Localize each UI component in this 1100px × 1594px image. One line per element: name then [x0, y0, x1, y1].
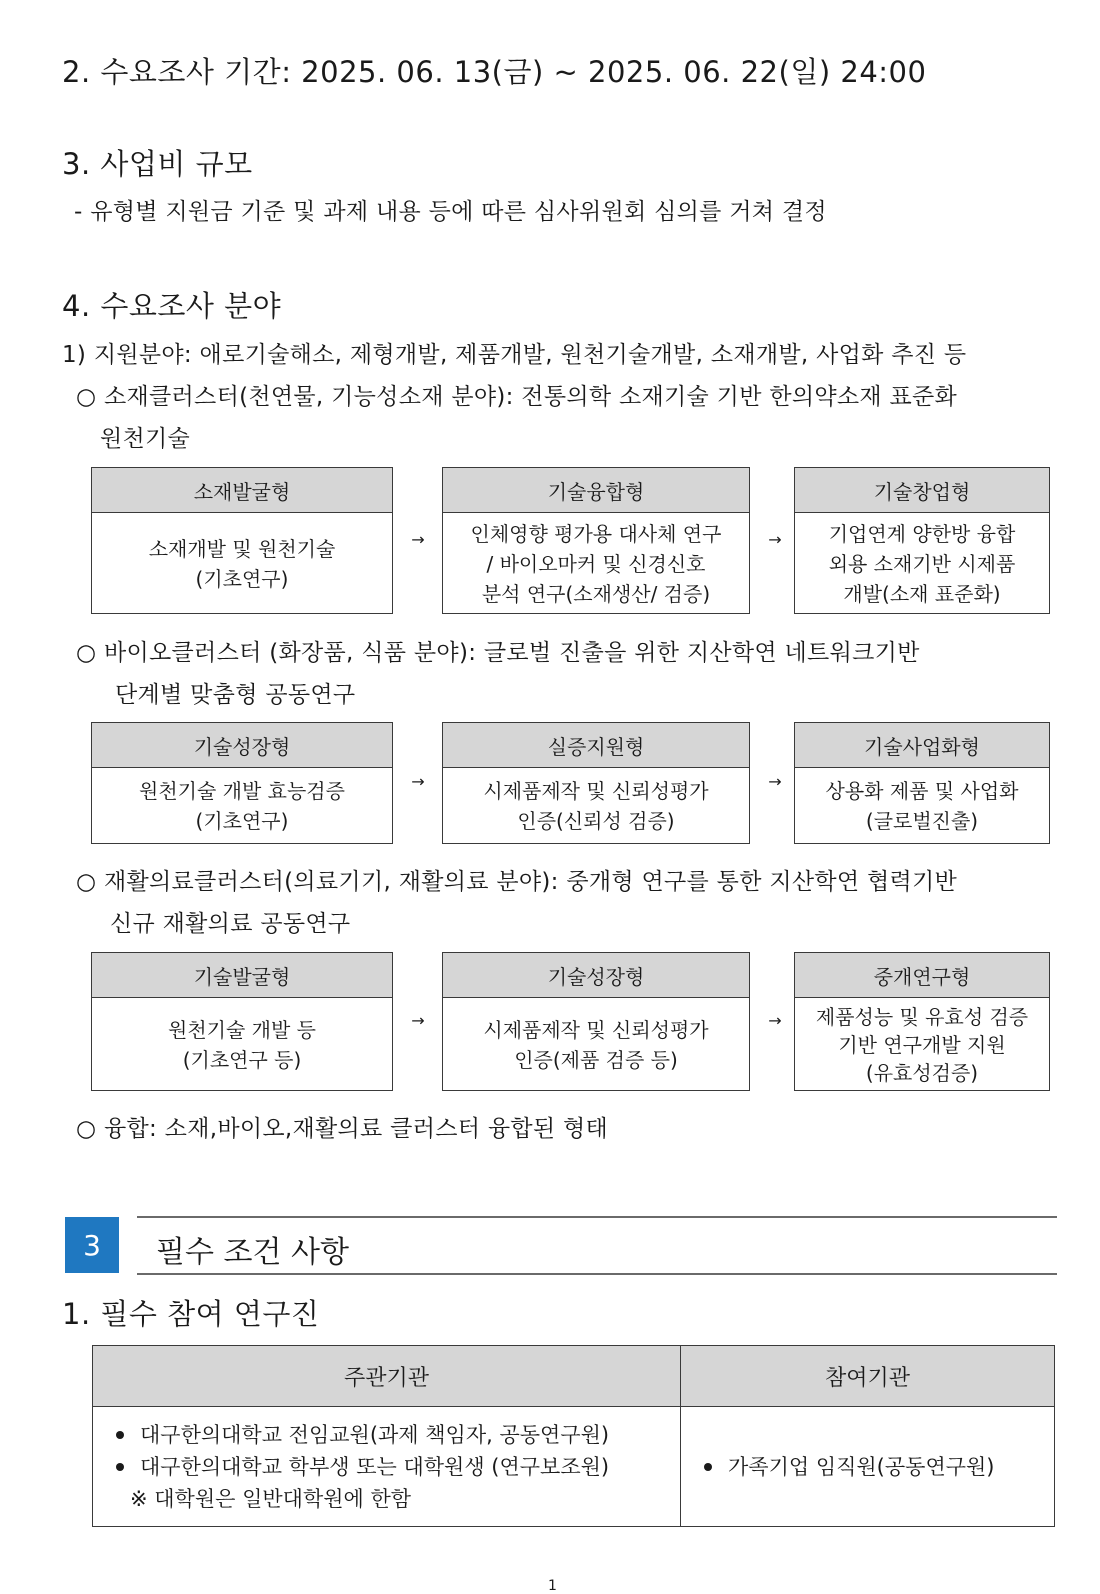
partner-institution-cell — [681, 1407, 1055, 1527]
flow-arrow: → — [411, 530, 425, 549]
convergence-line: ○ 융합: 소재,바이오,재활의료 클러스터 융합된 형태 — [76, 1116, 609, 1142]
stage-head: 기술성장형 — [92, 723, 392, 768]
table-header-lead: 주관기관 — [93, 1346, 681, 1407]
stage-head: 중개연구형 — [795, 953, 1049, 998]
stage-box — [91, 467, 393, 614]
stage-body — [92, 998, 392, 1091]
stage-box — [442, 467, 750, 614]
stage-body-line: 기업연계 양한방 융합 — [828, 521, 1016, 546]
cluster-rehab-title: ○ 재활의료클러스터(의료기기, 재활의료 분야): 중개형 연구를 통한 지산학연 협력기반 — [76, 869, 958, 895]
list-item-text: 대구한의대학교 학부생 또는 대학원생 (연구보조원) — [140, 1454, 610, 1479]
required-researchers-table — [92, 1345, 1055, 1527]
lead-note: ※ 대학원은 일반대학원에 한함 — [130, 1486, 412, 1511]
stage-body-line: (글로벌진출) — [865, 809, 979, 833]
stage-body-line: (기초연구) — [195, 809, 289, 833]
table-header-partner: 참여기관 — [681, 1346, 1055, 1407]
stage-body-line: 개발(소재 표준화) — [843, 581, 1001, 606]
stage-body-line: (유효성검증) — [865, 1060, 979, 1085]
section-rule-bottom — [137, 1273, 1057, 1275]
bullet-dot — [116, 1431, 124, 1439]
stage-box — [91, 722, 393, 844]
stage-body — [443, 998, 749, 1091]
stage-body-line: (기초연구 등) — [182, 1047, 302, 1072]
list-item — [94, 1419, 679, 1451]
stage-body — [795, 513, 1049, 614]
cluster-rehab-title-cont: 신규 재활의료 공동연구 — [110, 911, 351, 937]
flow-arrow: → — [768, 530, 782, 549]
stage-head: 기술융합형 — [443, 468, 749, 513]
section-number-badge: 3 — [65, 1217, 119, 1273]
stage-box — [794, 952, 1050, 1091]
required-researchers-heading: 1. 필수 참여 연구진 — [62, 1297, 320, 1331]
stage-body-line: 시제품제작 및 신뢰성평가 — [483, 779, 709, 803]
stage-head: 기술사업화형 — [795, 723, 1049, 768]
fields-heading: 4. 수요조사 분야 — [62, 289, 282, 323]
stage-body — [443, 513, 749, 614]
stage-head: 소재발굴형 — [92, 468, 392, 513]
stage-body-line: 시제품제작 및 신뢰성평가 — [483, 1017, 709, 1042]
list-item-text: 가족기업 임직원(공동연구원) — [728, 1454, 995, 1479]
stage-head: 기술창업형 — [795, 468, 1049, 513]
stage-box — [91, 952, 393, 1091]
budget-heading: 3. 사업비 규모 — [62, 147, 253, 181]
stage-head: 기술발굴형 — [92, 953, 392, 998]
stage-body-line: / 바이오마커 및 신경신호 — [486, 551, 706, 576]
flow-arrow: → — [411, 1011, 425, 1030]
stage-box — [794, 467, 1050, 614]
lead-institution-cell — [93, 1407, 681, 1527]
bullet-dot — [116, 1463, 124, 1471]
stage-body-line: 분석 연구(소재생산/ 검증) — [481, 581, 711, 606]
stage-body-line: 제품성능 및 유효성 검증 — [815, 1004, 1029, 1029]
cluster-material-title: ○ 소재클러스터(천연물, 기능성소재 분야): 전통의학 소재기술 기반 한의약소재 표준화 — [76, 384, 958, 410]
stage-body-line: 인체영향 평가용 대사체 연구 — [470, 521, 722, 546]
list-item — [94, 1451, 679, 1483]
flow-arrow: → — [768, 772, 782, 791]
flow-arrow: → — [411, 772, 425, 791]
stage-box — [442, 952, 750, 1091]
stage-body — [92, 513, 392, 614]
stage-body — [795, 998, 1049, 1091]
page-number: 1 — [548, 1578, 557, 1594]
cluster-bio-title-cont: 단계별 맞춤형 공동연구 — [115, 682, 356, 708]
support-fields: 1) 지원분야: 애로기술해소, 제형개발, 제품개발, 원천기술개발, 소재개발, 사업화 추진 등 — [62, 342, 967, 368]
stage-head: 기술성장형 — [443, 953, 749, 998]
stage-body-line: 원천기술 개발 효능검증 — [139, 779, 345, 803]
stage-body — [795, 768, 1049, 844]
stage-body-line: 원천기술 개발 등 — [168, 1017, 316, 1042]
stage-body-line: 인증(제품 검증 등) — [514, 1047, 678, 1072]
list-item — [682, 1451, 1053, 1483]
section-rule-top — [137, 1216, 1057, 1218]
cluster-material-title-cont: 원천기술 — [100, 426, 191, 452]
stage-body-line: (기초연구) — [195, 566, 289, 591]
stage-body — [443, 768, 749, 844]
stage-body-line: 외용 소재기반 시제품 — [828, 551, 1016, 576]
stage-box — [442, 722, 750, 844]
stage-body-line: 상용화 제품 및 사업화 — [825, 779, 1019, 803]
bullet-dot — [704, 1463, 712, 1471]
list-item-text: 대구한의대학교 전임교원(과제 책임자, 공동연구원) — [140, 1422, 610, 1447]
stage-body-line: 소재개발 및 원천기술 — [148, 536, 336, 561]
stage-box — [794, 722, 1050, 844]
cluster-bio-title: ○ 바이오클러스터 (화장품, 식품 분야): 글로벌 진출을 위한 지산학연 네트워크기반 — [76, 640, 920, 666]
survey-period: 2. 수요조사 기간: 2025. 06. 13(금) ~ 2025. 06. 22(일) 24:00 — [62, 55, 927, 89]
stage-body — [92, 768, 392, 844]
budget-desc: - 유형별 지원금 기준 및 과제 내용 등에 따른 심사위원회 심의를 거쳐 결정 — [74, 199, 827, 225]
stage-body-line: 기반 연구개발 지원 — [838, 1032, 1006, 1057]
flow-arrow: → — [768, 1011, 782, 1030]
stage-body-line: 인증(신뢰성 검증) — [517, 809, 675, 833]
section-title: 필수 조건 사항 — [156, 1235, 349, 1270]
stage-head: 실증지원형 — [443, 723, 749, 768]
